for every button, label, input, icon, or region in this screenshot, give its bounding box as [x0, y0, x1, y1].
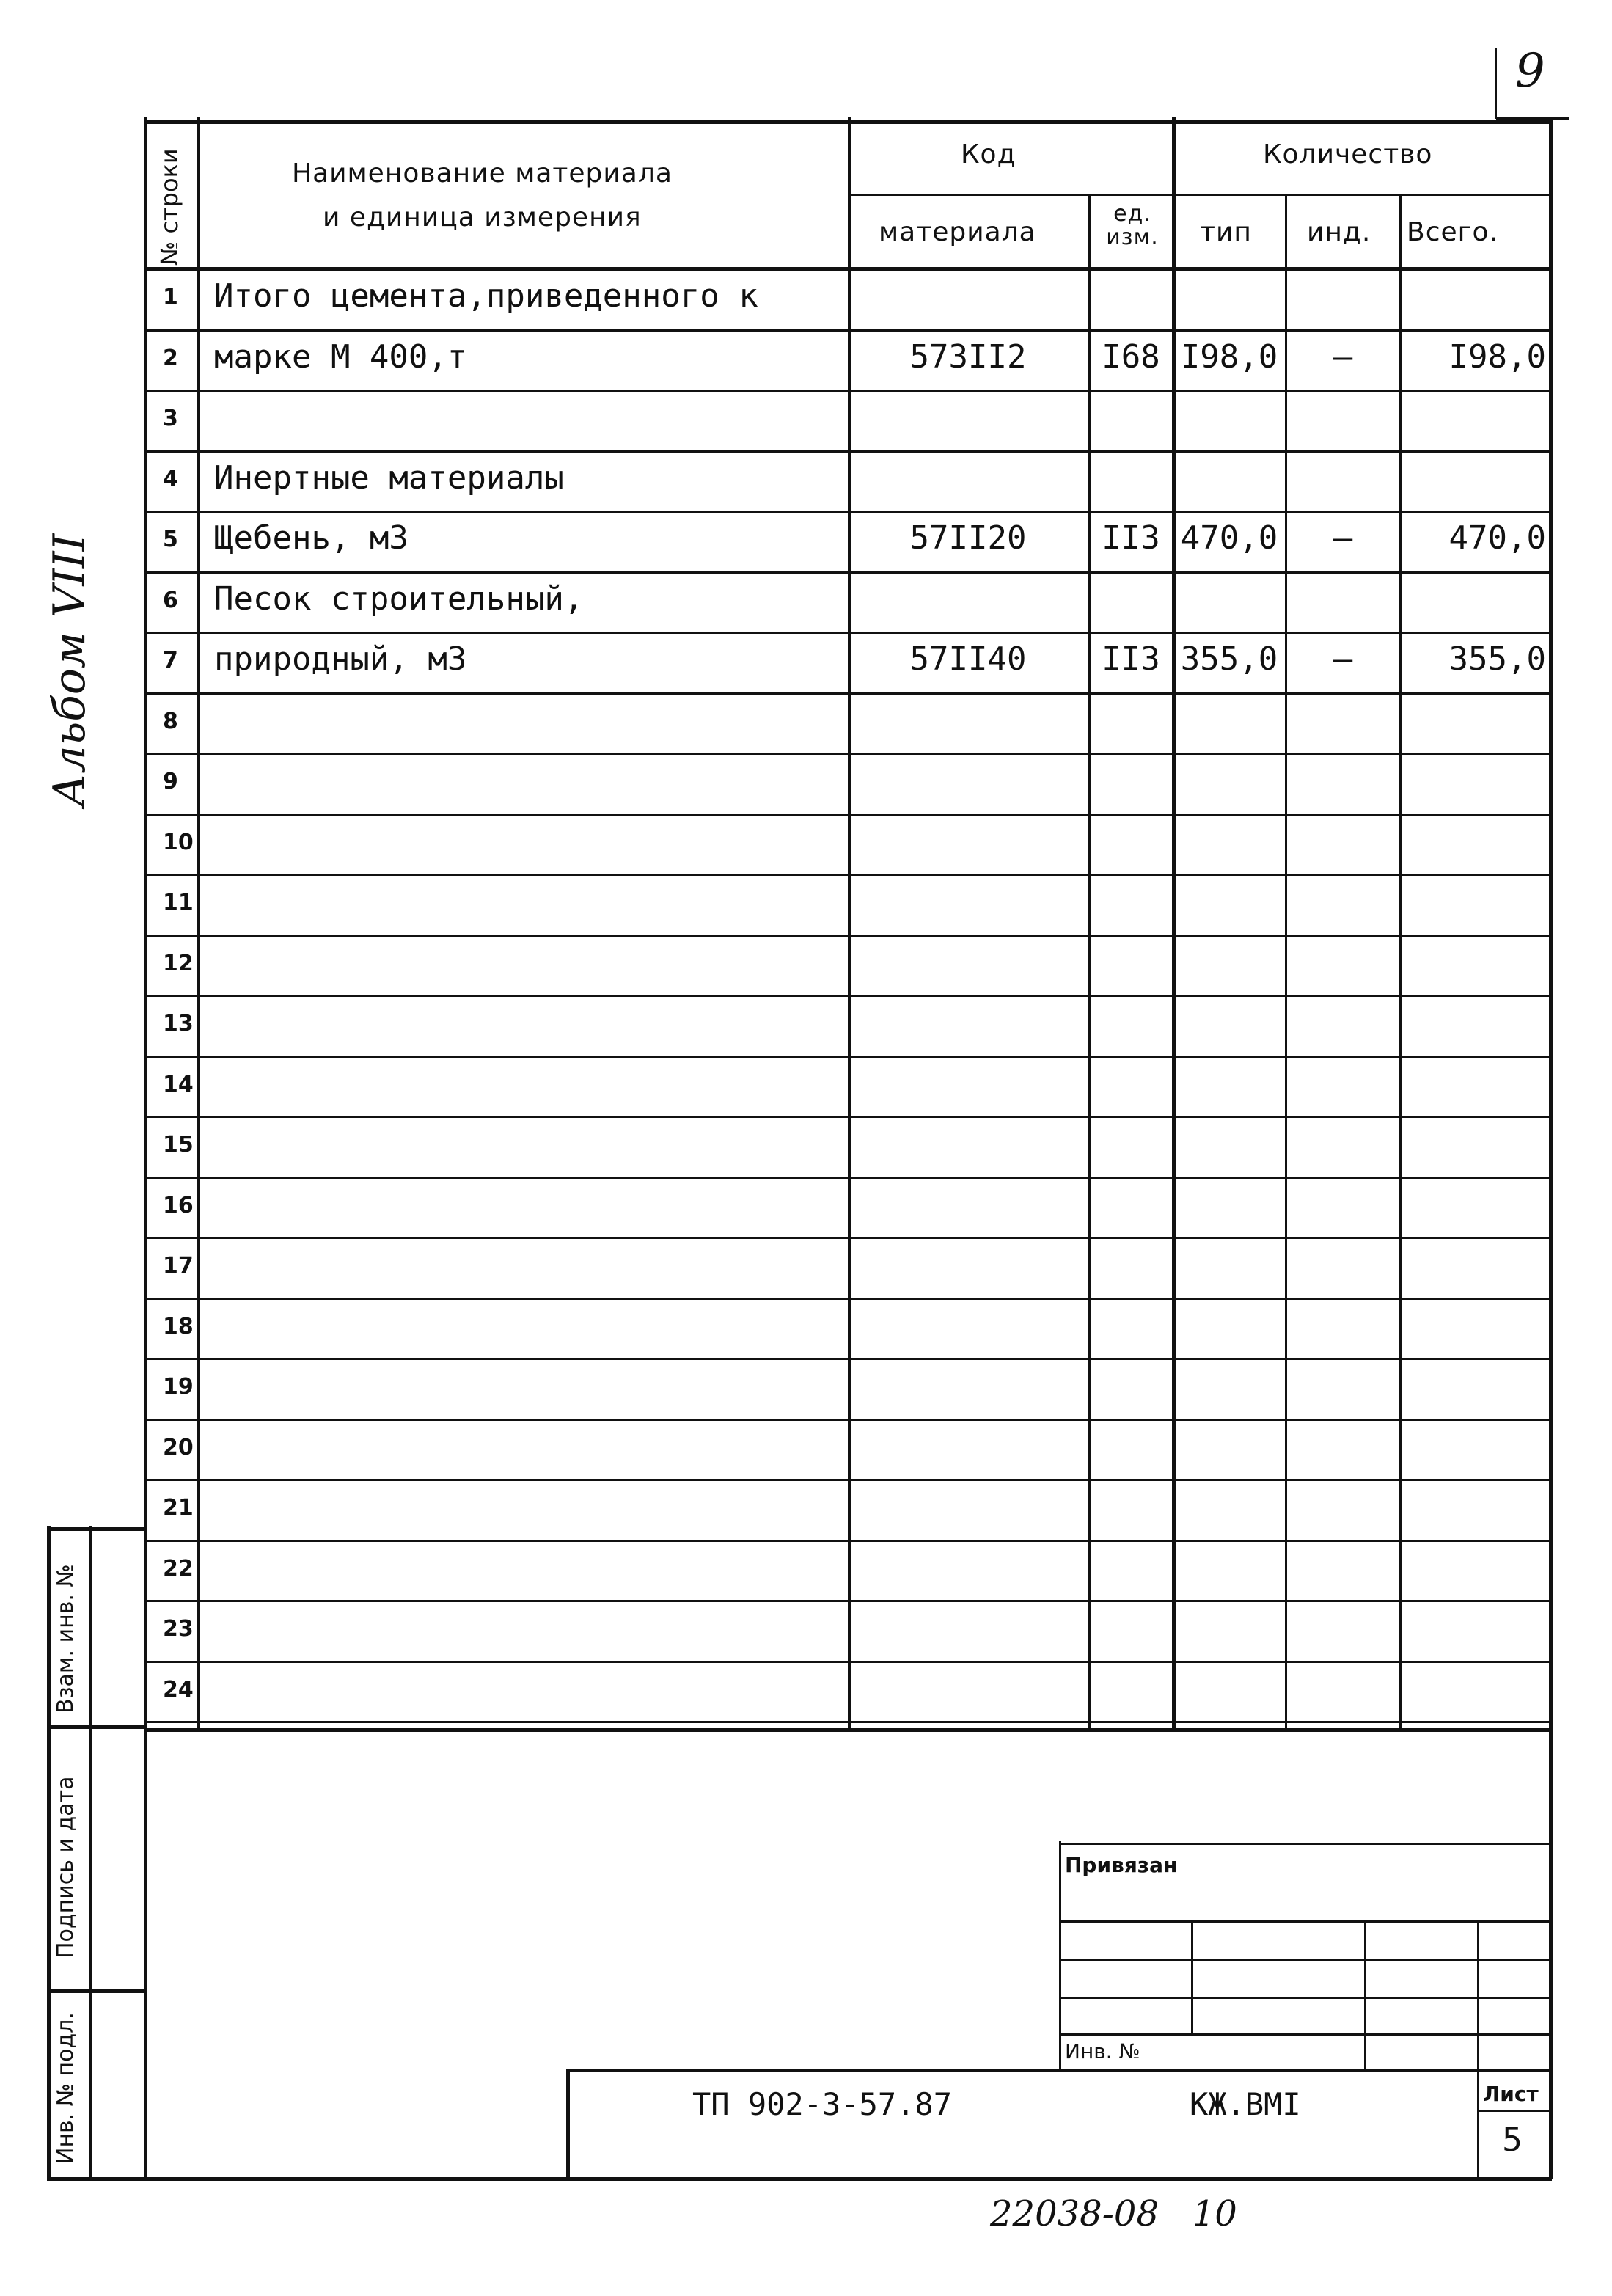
page-number-divider — [1495, 48, 1497, 119]
row-number: 18 — [163, 1313, 194, 1339]
cell-total: I98,0 — [1448, 337, 1546, 376]
inv-no-label: Инв. № — [1065, 2039, 1140, 2063]
cell-name: природный, м3 — [214, 640, 467, 678]
row-number: 14 — [163, 1071, 194, 1097]
stamp-vzam: Взам. инв. № — [53, 1564, 78, 1714]
row-number: 21 — [163, 1495, 194, 1521]
row-number: 24 — [163, 1676, 194, 1703]
cell-name: Инертные материалы — [214, 458, 564, 497]
row-number: 3 — [163, 406, 178, 431]
cell-name: марке М 400,т — [214, 337, 467, 376]
cell-name: Щебень, м3 — [214, 519, 409, 557]
stamp-podpis: Подпись и дата — [53, 1776, 78, 1959]
archive-number: 22038-08 10 — [990, 2193, 1237, 2234]
cell-code: 57II20 — [909, 519, 1027, 557]
table-row — [144, 814, 1552, 874]
row-number: 22 — [163, 1555, 194, 1582]
cell-unit: II3 — [1102, 640, 1160, 678]
header-code-unit: ед. изм. — [1106, 201, 1159, 250]
table-row — [144, 753, 1552, 814]
table-row — [144, 995, 1552, 1056]
header-quantity: Количество — [1263, 139, 1433, 169]
row-number: 2 — [163, 345, 178, 371]
table-row — [144, 1116, 1552, 1177]
row-number: 1 — [163, 285, 178, 310]
sheet-number: 5 — [1502, 2121, 1523, 2159]
table-row — [144, 1177, 1552, 1237]
row-number: 8 — [163, 708, 178, 734]
table-row — [144, 390, 1552, 450]
header-name-line1: Наименование материала — [292, 158, 673, 189]
cell-type: I98,0 — [1180, 337, 1278, 376]
header-qty-total: Всего. — [1407, 217, 1499, 247]
table-row — [144, 874, 1552, 935]
row-divider — [144, 1721, 1552, 1723]
cell-name: Итого цемента,приведенного к — [214, 277, 758, 315]
page-number-underline — [1496, 117, 1569, 120]
cell-type: 355,0 — [1180, 640, 1278, 678]
cell-ind: – — [1333, 337, 1353, 376]
row-number: 12 — [163, 950, 194, 976]
row-number: 7 — [163, 648, 178, 673]
row-number: 9 — [163, 769, 178, 794]
cell-total: 470,0 — [1448, 519, 1546, 557]
document-code: ТП 902-3-57.87 — [692, 2086, 953, 2122]
row-number: 4 — [163, 466, 178, 492]
cell-code: 573II2 — [909, 337, 1027, 376]
table-row — [144, 935, 1552, 995]
row-number: 15 — [163, 1132, 194, 1158]
cell-ind: – — [1333, 519, 1353, 557]
table-row — [144, 1540, 1552, 1601]
table-row — [144, 1661, 1552, 1722]
header-qty-ind: инд. — [1307, 217, 1371, 247]
table-row — [144, 1479, 1552, 1540]
row-number: 6 — [163, 587, 178, 613]
row-number: 23 — [163, 1616, 194, 1642]
row-number: 16 — [163, 1192, 194, 1218]
row-number: 19 — [163, 1374, 194, 1400]
table-row — [144, 1056, 1552, 1116]
row-number: 17 — [163, 1253, 194, 1279]
header-code: Код — [961, 139, 1016, 169]
table-row — [144, 1298, 1552, 1359]
header-row-number: № строки — [155, 148, 183, 266]
row-number: 20 — [163, 1434, 194, 1460]
table-row — [144, 1358, 1552, 1419]
sheet-label: Лист — [1483, 2082, 1539, 2106]
table-row — [144, 692, 1552, 753]
header-qty-type: тип — [1200, 217, 1252, 247]
row-number: 10 — [163, 829, 194, 855]
cell-total: 355,0 — [1448, 640, 1546, 678]
privyazan-label: Привязан — [1065, 1853, 1178, 1877]
cell-unit: II3 — [1102, 519, 1160, 557]
stamp-inv-podl: Инв. № подл. — [53, 2012, 78, 2164]
cell-code: 57II40 — [909, 640, 1027, 678]
cell-name: Песок строительный, — [214, 580, 584, 618]
cell-type: 470,0 — [1180, 519, 1278, 557]
row-number: 5 — [163, 527, 178, 552]
table-row — [144, 1237, 1552, 1298]
page-number: 9 — [1515, 44, 1545, 98]
album-label: Альбом VIII — [44, 533, 95, 807]
table-row — [144, 1419, 1552, 1480]
row-number: 13 — [163, 1011, 194, 1037]
header-name-line2: и единица измерения — [323, 202, 642, 233]
cell-ind: – — [1333, 640, 1353, 678]
cell-unit: I68 — [1102, 337, 1160, 376]
document-mark: КЖ.ВМI — [1190, 2086, 1301, 2122]
header-code-material: материала — [879, 217, 1036, 247]
table-row — [144, 1600, 1552, 1661]
row-number: 11 — [163, 890, 194, 915]
